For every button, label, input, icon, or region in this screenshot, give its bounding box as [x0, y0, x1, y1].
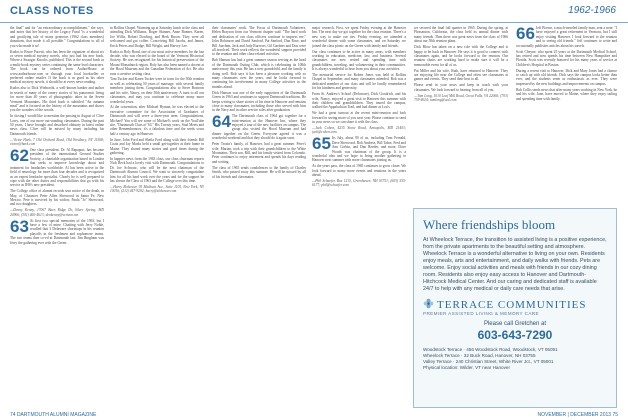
- paragraph: Its July, about 90 of us, including Tom Fernald, Dave Sherwood, Bob Andress, Bill Tabor, Fred and Ann Corbin, and Dan Reeder, and more, Dave Woods was chairman of the group. It is a wonderful idea and we hope to bring another gathering to Hanover next summer with more classmates joining us.: [312, 136, 406, 163]
- footer-left: 74 DARTMOUTH ALUMNI MAGAZINE: [10, 412, 97, 418]
- paragraph: their classmates' work. The Focus of Dartmouth Volunteers, Helen Brayson from our Vermont chapter said: "The hard work and dedication of our class officers continue to impress me." John Robinson and David Sanford, Pat Sanford, Dan Rose, and Bill Joachim, Jack and Judy Burrows, Gil Gardner and Don were all involved. Their work reflects the wonderful support provided to the reunion and other class-related activities.: [212, 26, 306, 57]
- paragraph: The memorial service for Robert Jones was held at Rollins Chapel in September, and many classmates attended. Bob was a dedicated member of our class and will be fondly remembered for his kindness and generosity.: [312, 73, 406, 91]
- paragraph: Kudos to Roly Bond, one of our most active members for the last decade, who was elected to the board of the Vermont Historical Society. He was recognized for his historical preservation of the Mount Monadnock region. Roly has also been named a docent at the Hood Museum and the Canadian Federation of Art. He also runs a creative writing class.: [110, 49, 204, 76]
- paragraph: Dick Hanson was one of the early supporters of the Dartmouth Green in 1963 and continues to support Dartmouth traditions. He keeps writing to share stories of his time in Hanover and remains close to many classmates, including those who served with him in the Navy and in other service roles after graduation.: [212, 90, 306, 113]
- terrace-communities-ad: [413, 208, 617, 408]
- paragraph: As the years pass, the class of 1965 continues to grow closer. We look forward to many more events and reunions in the years ahead.: [312, 164, 406, 178]
- ad-logo: [423, 298, 607, 311]
- flower-icon: [423, 298, 434, 309]
- column-3: [212, 26, 306, 406]
- paragraph: Peter Trosin's family, of Hanover, had a great summer. Peter's wife, Marian, took a trip with their grandchildren to the White Mountains. Their son, Bill, and his family visited from Colorado. Peter continues to enjoy retirement and spends his days reading and writing.: [212, 142, 306, 164]
- signature: —Denny Kenny, 17067 Barn Ridge Dr, Silver Spring, MD 20906; (301) 460-4613; denkenny@verizon.net: [10, 208, 104, 217]
- class-year-66: 66: [516, 26, 535, 43]
- ad-address-2: Wheelock Terrace · 32 Buck Road, Hanover, NH 03755: [423, 353, 536, 358]
- footer-right: NOVEMBER | DECEMBER 2013 75: [537, 412, 618, 418]
- paragraph: The class of 1965 sends condolences to the family of Charles Smith, who passed away this summer. He will be missed by all of his friends and classmates.: [212, 165, 306, 179]
- paragraph: In closing I would like to mention the passing in August of Clive Lorry, one of our more out-standing classmates. During the past 50 years, I have brought and described obituary in latest online news class. Clive will be missed by many including his Dartmouth friends.: [10, 114, 104, 136]
- ad-body: At Wheelock Terrace, the transition to assisted living is a positive experience, from the private apartments to the beautiful setting and atmosphere. Wheelock Terrace is a wonderful alternative to living on your own. Residents enjoy meals, arts and entertainment, and daily walks with friends. Pets are welcome. Enjoy social activities and meals with friends in our cozy dining room. Residents also enjoy easy access to Hanover and Dartmouth-Hitchcock Medical Center. And our caring and dedicated staff is available 24/7 to help with any medical or daily care needs that arise.: [423, 237, 607, 292]
- class-year-63: 63: [10, 216, 29, 236]
- class-entry: [10, 148, 104, 188]
- paragraph: During a recent visit to Hanover, Dick and Mary Jones had a chance to catch up with old friends. Dick says the campus looks better than ever, and the students seem as enthusiastic as ever. They were impressed by the new buildings and improvements on campus.: [516, 68, 617, 86]
- paragraph: Bob Collis sends news that after many years working in New York, he and his wife, Jane, have moved to Maine, where they enjoy sailing and spending time with family.: [516, 87, 617, 101]
- paragraph: We had a great turnout at the recent mini-reunion and look forward to seeing more of you next year. Please continue to send in your news so we can share it with the class.: [312, 111, 406, 125]
- paragraph: Kudos also to Dick Wiebracht, a well-known banker and author in search of many of the ornery stories of his panoramic living for more than 40 years of photographic takes in the Seven Vermont Mountains. His third book is subtitled "An autumn meal" and is focused on the history of the mountains and shows you the wonders of the woods.: [10, 86, 104, 113]
- class-entry: [312, 136, 406, 162]
- paragraph: Bob Hanson has had a great summer season serving as the head of the Dartmouth Outing Club, which is celebrating its 100th anniversary this year. He has a new grandchild, and the family is doing well. Bob says it has been a pleasure working with so many classmates over the years, and he looks forward to continuing his involvement in many College activities in the months ahead.: [212, 58, 306, 89]
- signature: —Harry Zlokower, 95 Madison Ave., Suite 1105, New York, NY 10016; (212) 447-9292; harry@zlokower.com: [110, 184, 204, 194]
- ad-logo-text: TERRACE COMMUNITIES: [437, 299, 587, 311]
- paragraph: major research. First, we spent Friday evening at the Hanover Inn. The next day we got together for the class reunion. There's a new way to make our ties. Friday evening, we attended a wonderful dinner with some classmates, and on Saturday we joined the class picnic on the Green with family and friends.: [312, 26, 406, 48]
- ad-address-1: Woodstock Terrace · 456 Woodstock Road, Woodstock, VT 05091: [423, 347, 558, 352]
- class-entry: [516, 26, 617, 48]
- paragraph: Scott Cheyne, who spent 25 years at the Dartmouth Medical School, has retired and now spends his time between New Hampshire and Florida. Scott was recently honored for his many years of service at Children's Hospital in Boston.: [516, 49, 617, 67]
- class-years: 1962-1966: [568, 5, 616, 16]
- class-entry: [212, 114, 306, 140]
- paragraph: One class president, Dr. Al Rapaport, has become president of the international Ground Studies Society, a charitable organization based in London that seeks to improve knowledge about and treatment for headaches worldwide. Al has been active in the field of neurology for more than four decades and is recognized as an expert headache specialist. Clearly he is well prepared to cope with the other duties and responsibilities that go with his service as IHS's new president.: [10, 148, 104, 188]
- paragraph: Pat Miller and his wife, Ruth, have returned to Hanover. They are enjoying life near the College and often see classmates at games and events. They send their best to all.: [414, 68, 508, 82]
- paragraph: In June, John Ford and Sheila Ford along with their friends Bill Coats and Jay Marks held a small get-together at their home in Maine. They shared many stories and good times during the gathering.: [110, 137, 204, 155]
- paragraph: we secured the final full quarter in 1965. During the spring, at Pleasanton, California, the class held its annual dinner with many friends. Then there was great news from the class of 1966 about our 50th reunion plans.: [414, 26, 508, 44]
- paragraph: Jeff Brown, a much-traveled family man, sent a note: "I have enjoyed a great retirement in Vermont, but I still enjoy visiting Hanover. I look forward to the reunion and to seeing old friends." Jeff continues to write and occasionally publishes articles about his travels.: [516, 26, 617, 48]
- paragraph: Please send in your news and keep in touch with your classmates. We look forward to hearing from all of you.: [414, 83, 508, 92]
- signature: —Jack Cohen, 4235 Stone Road, Annapolis, MD 21403; jack@cohen.com: [312, 126, 406, 135]
- paragraph: The Dartmouth class of 1964 got together for a mini-reunion at the Hanover Inn, where they enjoyed a tour of the new facilities on campus. The group also visited the Hood Museum and had dinner together on the Green. Everyone agreed it was a wonderful weekend and that they should do it again soon.: [212, 114, 306, 141]
- class-year-62: 62: [10, 146, 29, 166]
- paragraph: From St. Andrew's School (Delaware), Dick Goodrich, and his wife, Nancy, enjoyed a great visit to Hanover this summer with their children and grandchildren. They toured the campus, walked the Appalachian Trail, and had dinner at Lou's.: [312, 92, 406, 110]
- page-footer: [0, 410, 628, 420]
- class-entry: [10, 216, 104, 245]
- ad-phone: 603-643-7290: [477, 328, 553, 342]
- paragraph: The College office of alumni records sent notice of the death, in May, of Chauncer Peter Allen Sherwood in Santa Fe, New Mexico. Pete is survived by his widow, Paula "Jo" Sherwood, and two daughters.: [10, 189, 104, 207]
- paragraph: in Rollins Chapel. Warming up at Saturday lunch at the class and attending Dick Williams, Roger Skinner, Anne Bonner, Karen, Joe Willis, Robert Dowling, and Herb Bacon. They were all welcomed and got coffee. Conceiving Bill Jacobs, and James, Erick Peters and Dodge, Bill Wright, and Harvey Lee.: [110, 26, 204, 48]
- paragraph: In happier news from the 1963 class, our class chairman reports Nick Beck had a lovely visit with Dartmouth. Congratulations to Dr. Joe Schwarz, who will be the next chairman of the Dartmouth Alumni Council. We want to sincerely congratulate him for all his hard work over the years and for the support he has shown the Class of 1963 and the College over this time.: [110, 156, 204, 183]
- paragraph: Our class continues to be active in many areas, with members working in education, medicine, law, and business. Several classmates are now retired and spending time with grandchildren, traveling, and volunteering in their communities. It is always wonderful to hear from you about your activities.: [312, 49, 406, 72]
- column-6: [516, 26, 617, 204]
- class-year-64: 64: [212, 112, 231, 132]
- page-header: [0, 0, 628, 23]
- signature: —Victor Hark, 7 Old Orchard Road, Old Westbury, NY 11568; victor@hark.com: [10, 137, 104, 147]
- ad-address-3: Valley Terrace · 240 Christian Street, White River Jct., VT 05001: [423, 359, 554, 364]
- signature: —Tom Long, 1010 Leaf Mill Road, Great Falls, VA 22066; (703) 759-4024; tomlong@aol.com: [414, 93, 508, 103]
- paragraph: Kudos to Bruce Pacetti, who has been the organizer of about six or seven medical mystery novels, who just had his new book, Where a Stranger Knocks, published. This is the second book in a multi-book mystery series continuing the same lead characters. The book can be ordered from AuthorHouse at www.authorhouse.com or through your local bookseller or preferred online retailer. If the book is as good as his other medical mystery novels, it should be at every news reading.: [10, 49, 104, 85]
- signature: —Phil Schaefer, Box 1215, Greenhaven, NH 03751; (603) 555-6177; phil@schaefer.com: [312, 179, 406, 188]
- class-year-65: 65: [312, 134, 331, 154]
- section-title: CLASS NOTES: [10, 5, 94, 17]
- paragraph: Tom Tucker and Karen Tucker were in town for the 50th reunion as well as celebrating 50 years of marriage, with several family members joining them. Congratulations also to Steve Bostrom and his wife, Nancy, on their 50th anniversary. A toast to all our classmates, and may you continue to celebrate many more wonderful years.: [110, 77, 204, 104]
- column-5: [414, 26, 508, 204]
- column-4: [312, 26, 406, 406]
- ad-tagline: PREMIER ASSISTED LIVING & MEMORY CARE: [423, 311, 539, 316]
- ad-headline: Where friendships bloom: [423, 217, 556, 232]
- ad-call-to-action: Please call Gretchen at: [483, 321, 547, 327]
- column-1: [10, 26, 104, 406]
- paragraph: At first two special memories of the 1963, but I have a few of mine. Chatting with Jerry Noble, recalled that 3 Delaware shortstops in his reunion playoffs in the freshmen and sophomore teams. The two teams then co-ed at Dartmouth last. Jim Bingham was Jerry the gathering ever with the Green.: [10, 218, 104, 245]
- ad-address-4: Physical location: Wilder, VT near Hanover: [423, 365, 510, 370]
- column-2: [110, 26, 204, 406]
- paragraph: the final" and for "an extraordinary accomplishment," she says, and notes that her history of the Legacy Fund "is a wonderful and gratifying tale of many generous (1962 class members) donations, that made it all possible." Congratulations to all of you who made it so!: [10, 26, 104, 48]
- paragraph: At the convention, after Michael Hyman, he was elected to the executive committee for the Association of Graduates of Dartmouth and will serve a three-year term. Congratulations, Michael! You will see some of Michael's work on the YouTube site, "Dartmouth Class of '63." His Twenty years, Stud Meets and other Remembrances, it's a fabulous time and the seeds sown half a century ago in Hanover.: [110, 105, 204, 136]
- paragraph: Dick Blow has taken on a new role with the College and is happy to be back in Hanover. He says it is good to connect with classmates again, and he looks forward to the reunion. Our reunion chairs are working hard to make sure it will be a memorable event for all of us.: [414, 45, 508, 67]
